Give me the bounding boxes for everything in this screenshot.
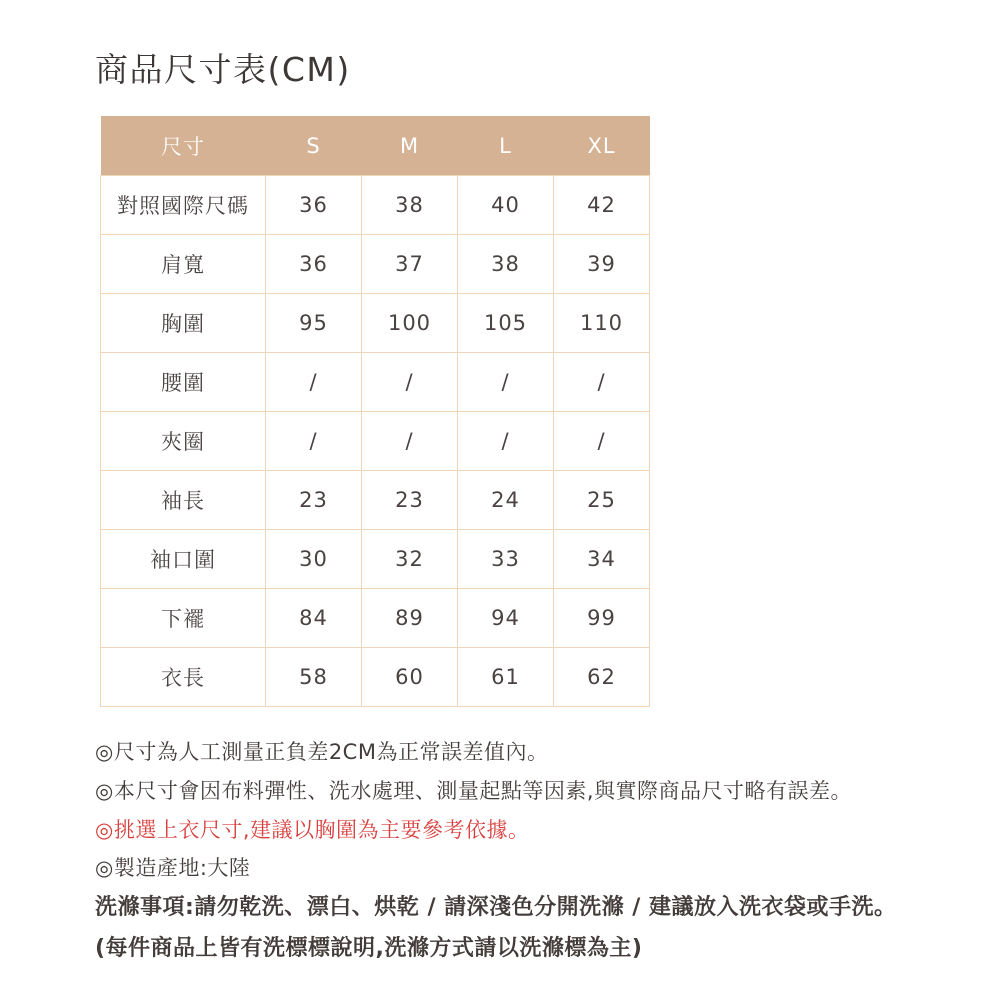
header-cell-size-label: 尺寸 [101, 116, 266, 176]
cell-value: / [458, 412, 554, 471]
cell-value: / [266, 353, 362, 412]
cell-value: 36 [266, 235, 362, 294]
row-label: 袖長 [101, 471, 266, 530]
cell-value: 34 [554, 530, 650, 589]
cell-value: 62 [554, 648, 650, 707]
cell-value: 23 [266, 471, 362, 530]
page-title: 商品尺寸表(CM) [95, 50, 351, 89]
note-size-selection-advice: ◎挑選上衣尺寸,建議以胸圍為主要參考依據。 [95, 817, 530, 842]
cell-value: 23 [362, 471, 458, 530]
cell-value: / [458, 353, 554, 412]
table-row-armhole [101, 412, 650, 471]
row-label: 肩寬 [101, 235, 266, 294]
cell-value: 38 [458, 235, 554, 294]
cell-value: 37 [362, 235, 458, 294]
row-label: 對照國際尺碼 [101, 176, 266, 235]
cell-value: 61 [458, 648, 554, 707]
header-cell-xl: XL [554, 116, 650, 176]
cell-value: 84 [266, 589, 362, 648]
cell-value: 40 [458, 176, 554, 235]
cell-value: 33 [458, 530, 554, 589]
cell-value: 38 [362, 176, 458, 235]
table-row-cuff [101, 530, 650, 589]
cell-value: / [362, 412, 458, 471]
row-label: 衣長 [101, 648, 266, 707]
table-row-garment-length [101, 648, 650, 707]
note-washing-instructions: 洗滌事項:請勿乾洗、漂白、烘乾 / 請深淺色分開洗滌 / 建議放入洗衣袋或手洗。 [95, 895, 897, 921]
cell-value: 60 [362, 648, 458, 707]
table-row-international-size [101, 176, 650, 235]
cell-value: 105 [458, 294, 554, 353]
note-fabric-variance: ◎本尺寸會因布料彈性、洗水處理、測量起點等因素,與實際商品尺寸略有誤差。 [95, 778, 852, 803]
cell-value: / [266, 412, 362, 471]
cell-value: 30 [266, 530, 362, 589]
cell-value: 24 [458, 471, 554, 530]
cell-value: 89 [362, 589, 458, 648]
row-label: 夾圈 [101, 412, 266, 471]
row-label: 胸圍 [101, 294, 266, 353]
header-cell-m: M [362, 116, 458, 176]
cell-value: 58 [266, 648, 362, 707]
table-row-bust [101, 294, 650, 353]
cell-value: 32 [362, 530, 458, 589]
row-label: 下襬 [101, 589, 266, 648]
cell-value: 95 [266, 294, 362, 353]
table-row-waist [101, 353, 650, 412]
header-cell-s: S [266, 116, 362, 176]
table-row-shoulder-width [101, 235, 650, 294]
cell-value: 94 [458, 589, 554, 648]
cell-value: 25 [554, 471, 650, 530]
cell-value: / [554, 353, 650, 412]
note-origin: ◎製造產地:大陸 [95, 856, 251, 881]
notes-section [95, 740, 960, 962]
cell-value: 36 [266, 176, 362, 235]
cell-value: 39 [554, 235, 650, 294]
note-measurement-tolerance: ◎尺寸為人工測量正負差2CM為正常誤差值內。 [95, 740, 549, 764]
header-cell-l: L [458, 116, 554, 176]
note-care-label: (每件商品上皆有洗標標說明,洗滌方式請以洗滌標為主) [95, 936, 643, 962]
table-row-sleeve-length [101, 471, 650, 530]
cell-value: / [362, 353, 458, 412]
row-label: 袖口圍 [101, 530, 266, 589]
cell-value: 110 [554, 294, 650, 353]
row-label: 腰圍 [101, 353, 266, 412]
cell-value: 42 [554, 176, 650, 235]
cell-value: 100 [362, 294, 458, 353]
cell-value: / [554, 412, 650, 471]
cell-value: 99 [554, 589, 650, 648]
table-row-hem [101, 589, 650, 648]
size-chart-table [100, 116, 650, 707]
table-header-row [101, 116, 650, 176]
